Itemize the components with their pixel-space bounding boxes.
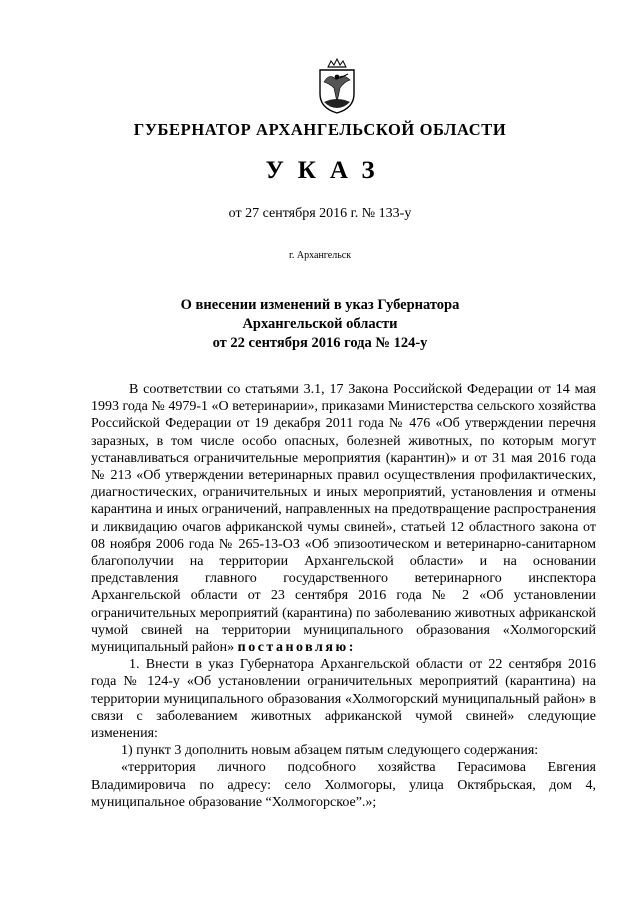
title-line: О внесении изменений в указ Губернатора	[180, 297, 460, 313]
document-type: УКАЗ	[265, 157, 389, 184]
title-line: от 22 сентября 2016 года № 124-у	[212, 335, 428, 351]
title-line: Архангельской области	[242, 316, 398, 332]
decree-colon: :	[348, 640, 354, 656]
document-body	[91, 381, 596, 811]
quote-paragraph: «территория личного подсобного хозяйства Герасимова Евгения Владимировича по адресу: село Холмогоры, улица Октябрьская, дом 4, муниципальное образование “Холмогорское”.»;	[91, 760, 596, 810]
coat-of-arms-icon	[314, 58, 360, 114]
subitem-paragraph: 1) пункт 3 дополнить новым абзацем пятым следующего содержания:	[121, 743, 539, 759]
city-of-issue: г. Архангельск	[288, 250, 352, 261]
item-paragraph: 1. Внести в указ Губернатора Архангельской области от 22 сентября 2016 года № 124-у «Об установлении ограничительных мероприятий (карантина) на территории муниципального образования «Холмогорский муниципальный район» в связи с заболеванием животных африканской чумой свиней» следующие изменения:	[91, 657, 596, 742]
decree-word: постановляю	[237, 640, 349, 656]
document-title	[0, 296, 640, 353]
issuer-heading: ГУБЕРНАТОР АРХАНГЕЛЬСКОЙ ОБЛАСТИ	[133, 120, 507, 139]
preamble-paragraph	[91, 381, 596, 656]
preamble-text: В соответствии со статьями 3.1, 17 Закона Российской Федерации от 14 мая 1993 года № 4979-1 «О ветеринарии», приказами Министерства сельского хозяйства Российской Федерации от 19 декабря 2011 года № 476 «Об утверждении перечня заразных, в том числе особо опасных, болезней животных, по которым могут устанавливаться ограничительные мероприятия (карантин)» и от 31 мая 2016 года № 213 «Об утверждении ветеринарных правил осуществления профилактических, диагностических, ограничительных и иных мероприятий, установления и отмены карантина и иных ограничений, направленных на предотвращение распространения и ликвидацию очагов африканской чумы свиней», статьей 12 областного закона от 08 ноября 2006 года № 265-13-ОЗ «Об эпизоотическом и ветеринарно-санитарном благополучии на территории Архангельской области» и на основании представления главного государственного ветеринарного инспектора Архангельской области от 23 сентября 2016 года № 2 «Об установлении ограничительных мероприятий (карантина) по заболеванию животных африканской чумой свиней на территории муниципального образования «Холмогорский муниципальный район»	[91, 382, 596, 656]
date-and-number: от 27 сентября 2016 г. № 133-у	[228, 206, 412, 221]
